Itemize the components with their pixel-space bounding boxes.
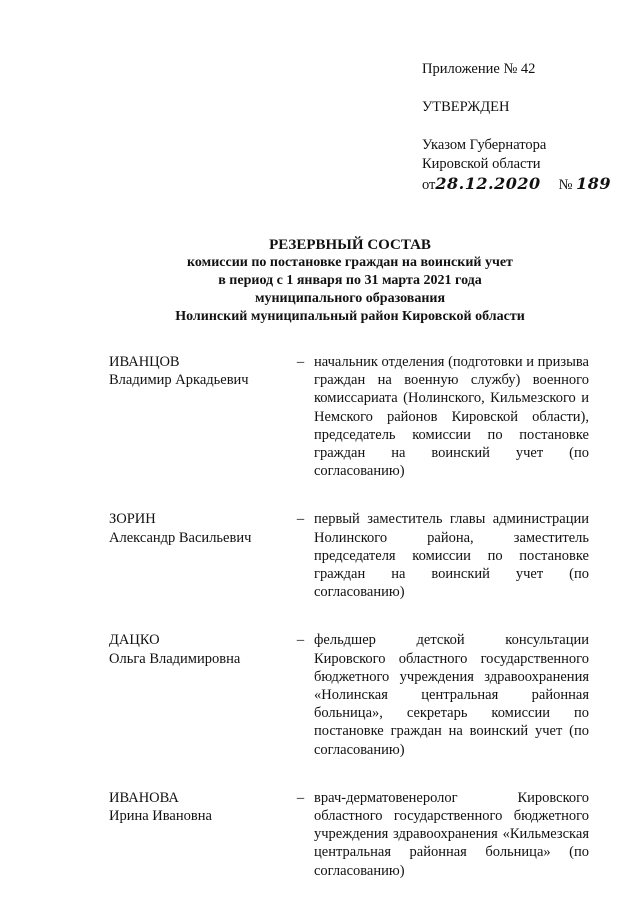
- member-surname: ИВАНЦОВ: [109, 354, 180, 370]
- appendix-number: Приложение № 42: [422, 61, 536, 77]
- member-given-name: Александр Васильевич: [109, 529, 252, 546]
- handwritten-number: 189: [576, 174, 611, 193]
- approved-label: УТВЕРЖДЕН: [422, 99, 510, 115]
- member-name: [109, 631, 287, 758]
- member-entry: [109, 353, 589, 480]
- handwritten-date: 28.12.2020: [435, 174, 541, 193]
- member-dash: –: [296, 354, 305, 370]
- member-entry: [109, 631, 589, 758]
- member-dash: –: [296, 789, 305, 806]
- member-role: начальник отделения (подготовки и призыва граждан на военную службу) военного комиссариата (Нолинского, Кильмезского и Немского районов Кировской области), председатель комиссии по постановке граждан на воинский учет (по согласованию): [314, 354, 589, 480]
- number-prefix: №: [558, 177, 573, 193]
- member-given-name: Ольга Владимировна: [109, 650, 241, 667]
- decree-line-1: Указом Губернатора: [422, 137, 547, 153]
- member-name: [109, 789, 287, 880]
- document-heading: [80, 236, 620, 326]
- member-dash: –: [296, 511, 305, 528]
- heading-line-2: комиссии по постановке граждан на воинский учет: [187, 255, 513, 270]
- date-prefix: от: [422, 177, 436, 193]
- members-list: [109, 353, 589, 910]
- member-surname: ИВАНОВА: [109, 789, 179, 806]
- member-name: [109, 353, 287, 480]
- heading-line-3: в период с 1 января по 31 марта 2021 года: [218, 273, 482, 288]
- member-name: [109, 510, 287, 601]
- member-entry: [109, 510, 589, 601]
- member-given-name: Владимир Аркадьевич: [109, 372, 249, 389]
- heading-title: РЕЗЕРВНЫЙ СОСТАВ: [269, 237, 431, 253]
- member-role: врач-дерматовенеролог Кировского областного государственного бюджетного учреждения здравоохранения «Кильмезская центральная районная больница» (по согласованию): [314, 789, 589, 879]
- member-surname: ДАЦКО: [109, 632, 160, 649]
- member-given-name: Ирина Ивановна: [109, 808, 212, 825]
- decree-line-2: Кировской области: [422, 156, 541, 172]
- member-dash: –: [296, 632, 305, 649]
- heading-line-4: муниципального образования: [254, 291, 446, 306]
- decree-date-line: [422, 174, 611, 195]
- member-entry: [109, 789, 589, 880]
- member-surname: ЗОРИН: [109, 511, 156, 528]
- appendix-block: [422, 60, 611, 195]
- heading-line-5: Нолинский муниципальный район Кировской области: [175, 309, 525, 324]
- member-role: фельдшер детской консультации Кировского областного государственного бюджетного учреждения здравоохранения «Нолинская центральная районная больница», секретарь комиссии по постановке граждан на воинский учет (по согласованию): [314, 632, 589, 758]
- member-role: первый заместитель главы администрации Нолинского района, заместитель председателя комиссии по постановке граждан на воинский учет (по согласованию): [314, 511, 589, 601]
